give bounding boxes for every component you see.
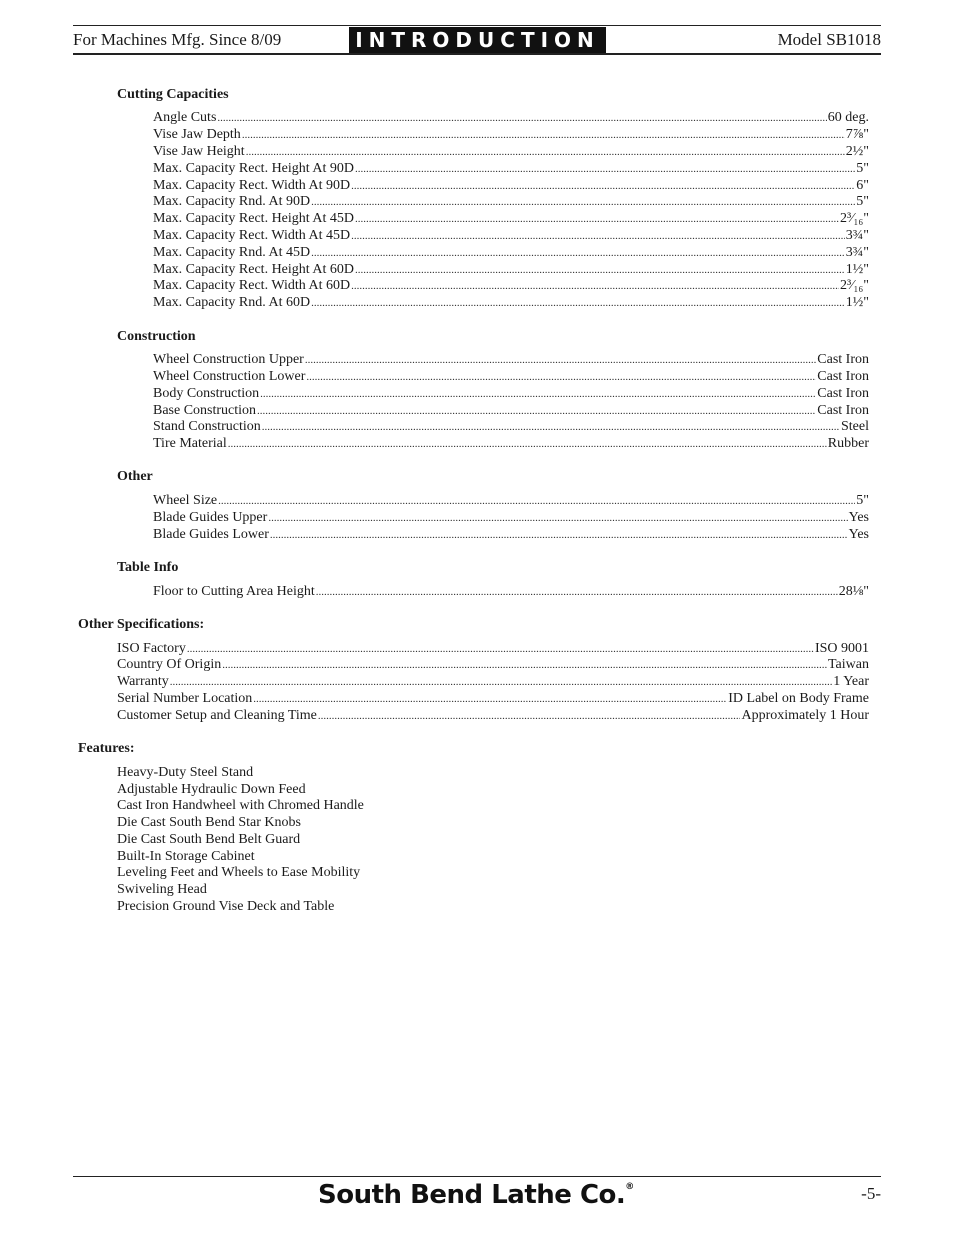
other-specifications-heading: Other Specifications: — [78, 617, 205, 632]
feature-item: Die Cast South Bend Belt Guard — [117, 832, 301, 847]
spec-row: Wheel Construction Upper ..... Cast Iron — [153, 352, 869, 369]
spec-row: Max. Capacity Rnd. At 45D ..... 3¾" — [153, 245, 869, 262]
spec-row: Blade Guides Upper ..... Yes — [153, 510, 869, 527]
spec-row: Vise Jaw Depth ..... 7⅞" — [153, 127, 869, 144]
spec-row: Max. Capacity Rect. Width At 45D ..... 3¾" — [153, 228, 869, 245]
feature-item: Cast Iron Handwheel with Chromed Handle — [117, 798, 364, 813]
header-bottom-rule — [73, 53, 881, 55]
spec-row: ISO Factory ..... ISO 9001 — [117, 641, 869, 658]
spec-row: Max. Capacity Rect. Width At 60D ..... 2³⁄₁₆" — [153, 278, 869, 295]
spec-row: Floor to Cutting Area Height ..... 28⅛" — [153, 584, 869, 601]
brand-name: South Bend Lathe Co. — [318, 1180, 626, 1210]
feature-item: Heavy-Duty Steel Stand — [117, 765, 254, 780]
spec-row: Body Construction ..... Cast Iron — [153, 386, 869, 403]
spec-row: Max. Capacity Rect. Height At 45D ..... 2³⁄₁₆" — [153, 211, 869, 228]
table-info-heading: Table Info — [117, 560, 179, 575]
spec-row: Base Construction ..... Cast Iron — [153, 403, 869, 420]
feature-item: Leveling Feet and Wheels to Ease Mobility — [117, 865, 361, 880]
feature-item: Precision Ground Vise Deck and Table — [117, 899, 335, 914]
cutting-capacities-heading: Cutting Capacities — [117, 87, 229, 102]
spec-row: Serial Number Location ..... ID Label on Body Frame — [117, 691, 869, 708]
registered-mark-icon: ® — [625, 1182, 634, 1192]
spec-row: Stand Construction ..... Steel — [153, 419, 869, 436]
header-model: Model SB1018 — [777, 30, 881, 49]
spec-row: Max. Capacity Rect. Height At 90D ..... 5" — [153, 161, 869, 178]
header-top-rule — [73, 25, 881, 26]
spec-row: Wheel Construction Lower ..... Cast Iron — [153, 369, 869, 386]
footer-rule — [73, 1176, 881, 1177]
spec-row: Angle Cuts ..... 60 deg. — [153, 110, 869, 127]
spec-row: Max. Capacity Rnd. At 60D ..... 1½" — [153, 295, 869, 312]
spec-row: Customer Setup and Cleaning Time ..... Approximately 1 Hour — [117, 708, 869, 725]
feature-item: Swiveling Head — [117, 882, 207, 897]
spec-row: Max. Capacity Rect. Height At 60D ..... 1½" — [153, 262, 869, 279]
header-machines-note: For Machines Mfg. Since 8/09 — [73, 30, 282, 49]
feature-item: Die Cast South Bend Star Knobs — [117, 815, 301, 830]
spec-row: Max. Capacity Rect. Width At 90D ..... 6" — [153, 178, 869, 195]
spec-row: Max. Capacity Rnd. At 90D ..... 5" — [153, 194, 869, 211]
spec-row: Tire Material ..... Rubber — [153, 436, 869, 453]
other-heading: Other — [117, 469, 153, 484]
spec-row: Country Of Origin ..... Taiwan — [117, 657, 869, 674]
spec-row: Vise Jaw Height ..... 2½" — [153, 144, 869, 161]
feature-item: Built-In Storage Cabinet — [117, 849, 255, 864]
feature-item: Adjustable Hydraulic Down Feed — [117, 782, 306, 797]
spec-row: Wheel Size ..... 5" — [153, 493, 869, 510]
south-bend-logo — [318, 1180, 634, 1210]
spec-row: Warranty ..... 1 Year — [117, 674, 869, 691]
spec-row: Blade Guides Lower ..... Yes — [153, 527, 869, 544]
page-number: -5- — [861, 1184, 881, 1203]
section-title-banner: INTRODUCTION — [349, 27, 606, 53]
features-heading: Features: — [78, 741, 135, 756]
construction-heading: Construction — [117, 329, 196, 344]
